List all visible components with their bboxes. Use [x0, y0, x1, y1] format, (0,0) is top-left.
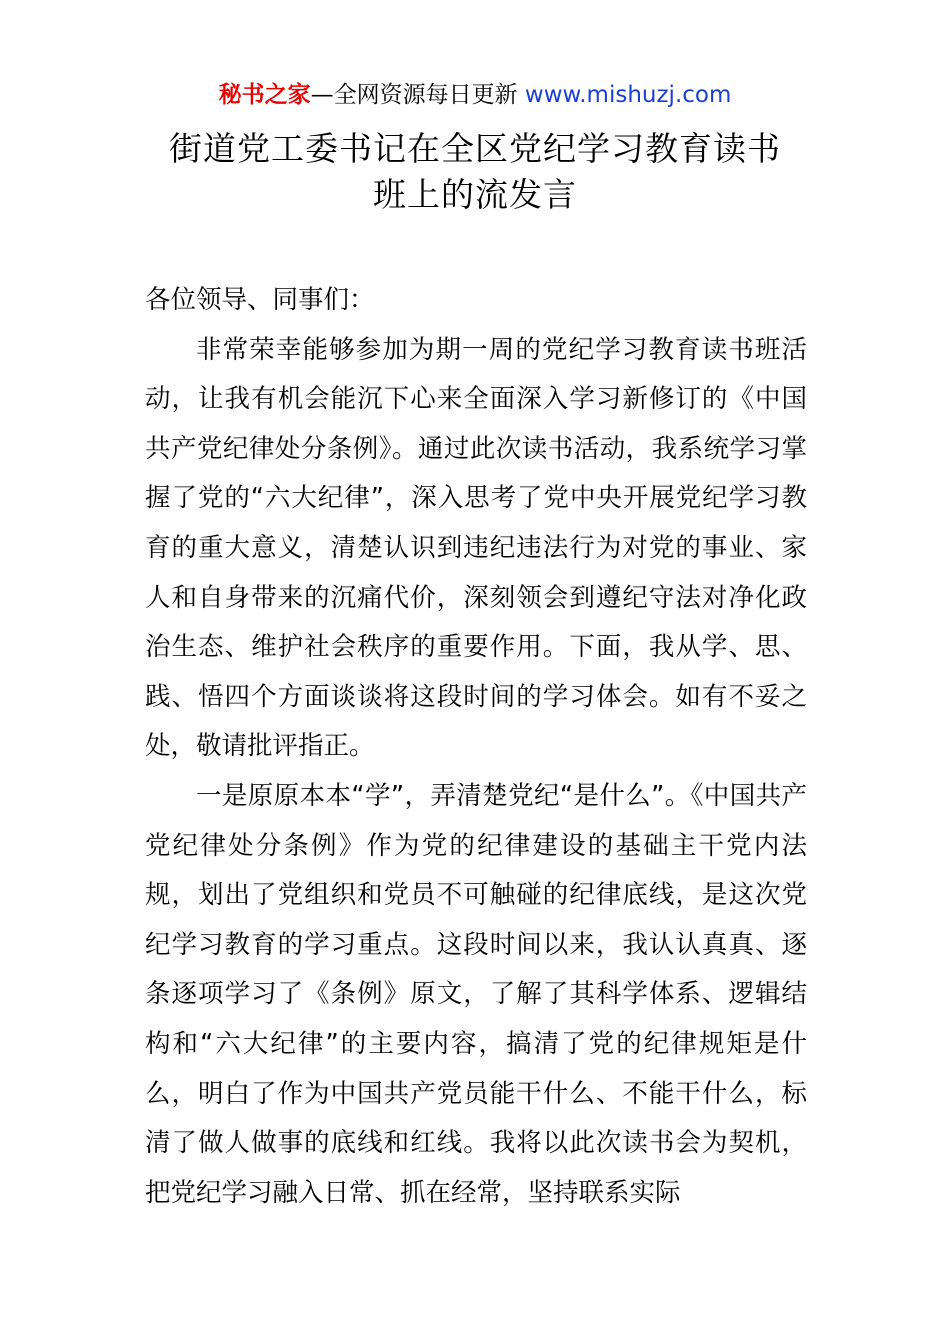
title-line-1: 街道党工委书记在全区党纪学习教育读书 — [169, 129, 781, 168]
site-header — [0, 80, 950, 110]
salutation: 各位领导、同事们： — [145, 285, 375, 315]
site-tagline: —全网资源每日更新 — [310, 82, 525, 108]
title-line-2: 班上的流发言 — [373, 175, 577, 214]
document-body — [145, 276, 807, 1218]
paragraph-2: 一是原原本本“学”，弄清楚党纪“是什么”。《中国共产党纪律处分条例》作为党的纪律建设的基础主干党内法规，划出了党组织和党员不可触碰的纪律底线，是这次党纪学习教育的学习重点。这段时间以来，我认认真真、逐条逐项学习了《条例》原文，了解了其科学体系、逻辑结构和“六大纪律”的主要内容，搞清了党的纪律规矩是什么，明白了作为中国共产党员能干什么、不能干什么，标清了做人做事的底线和红线。我将以此次读书会为契机，把党纪学习融入日常、抓在经常，坚持联系实际 — [145, 780, 807, 1208]
paragraph-1: 非常荣幸能够参加为期一周的党纪学习教育读书班活动，让我有机会能沉下心来全面深入学习新修订的《中国共产党纪律处分条例》。通过此次读书活动，我系统学习掌握了党的“六大纪律”，深入思考了党中央开展党纪学习教育的重大意义，清楚认识到违纪违法行为对党的事业、家人和自身带来的沉痛代价，深刻领会到遵纪守法对净化政治生态、维护社会秩序的重要作用。下面，我从学、思、践、悟四个方面谈谈将这段时间的学习体会。如有不妥之处，敬请批评指正。 — [145, 334, 807, 762]
site-brand: 秘书之家 — [218, 82, 311, 108]
site-url[interactable]: www.mishuzj.com — [524, 82, 732, 108]
document-title — [100, 126, 850, 218]
